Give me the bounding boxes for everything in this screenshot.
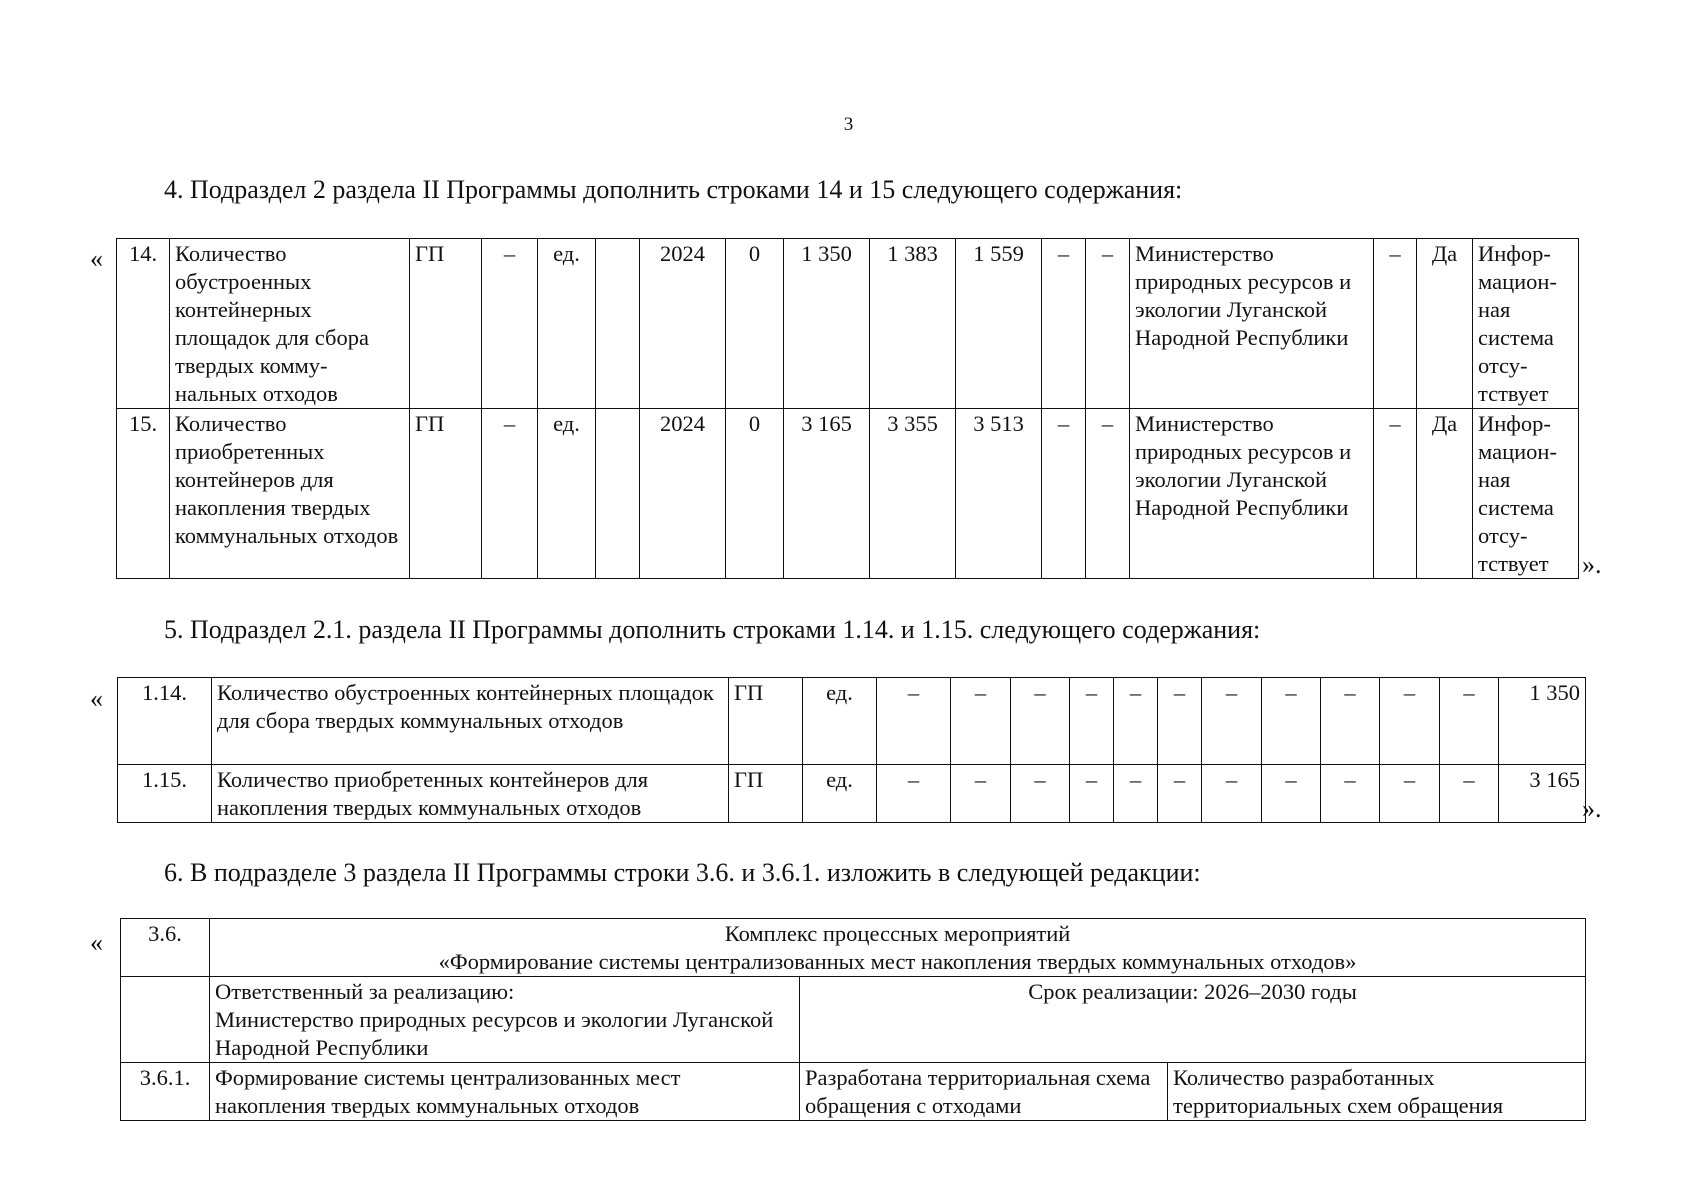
month-value: – xyxy=(1011,765,1070,823)
month-value: – xyxy=(1202,765,1262,823)
row-number: 15. xyxy=(117,409,170,579)
month-value: – xyxy=(1158,765,1202,823)
complex-title-line-1: Комплекс процессных мероприятий xyxy=(724,921,1071,946)
empty-cell xyxy=(596,239,640,409)
responsible-body: Министерство природных ресурсов и экологии Луганской Народной Республики xyxy=(1130,409,1374,579)
month-value: – xyxy=(1321,678,1380,765)
flag-cell: Да xyxy=(1417,409,1473,579)
month-value: – xyxy=(1321,765,1380,823)
base-value: 0 xyxy=(726,409,784,579)
indicator-name: Количество приобретенных контейнеров для накопления твердых коммунальных отходов xyxy=(212,765,729,823)
month-value: – xyxy=(1262,678,1321,765)
section-6-heading: 6. В подразделе 3 раздела II Программы строки 3.6. и 3.6.1. изложить в следующей редакции: xyxy=(164,858,1201,887)
year-total: 1 350 xyxy=(1499,678,1586,765)
complex-title xyxy=(210,919,1586,977)
link-cell: – xyxy=(1374,409,1417,579)
value-5: – xyxy=(1086,409,1130,579)
base-year: 2024 xyxy=(640,239,726,409)
page-number: 3 xyxy=(843,114,854,135)
month-value: – xyxy=(1070,678,1114,765)
implementation-period: Срок реализации: 2026–2030 годы xyxy=(800,977,1586,1063)
unit: ед. xyxy=(803,678,877,765)
section-6-row-responsible xyxy=(121,977,1586,1063)
month-value: – xyxy=(877,765,951,823)
section-5-quote-close: ». xyxy=(1582,794,1602,823)
base-year: 2024 xyxy=(640,409,726,579)
unit: ед. xyxy=(538,409,596,579)
empty-cell xyxy=(121,977,210,1063)
section-5-heading: 5. Подраздел 2.1. раздела II Программы дополнить строками 1.14. и 1.15. следующего содержания: xyxy=(164,615,1261,644)
section-4-row-15 xyxy=(117,409,1579,579)
unit: ед. xyxy=(803,765,877,823)
month-value: – xyxy=(1158,678,1202,765)
link-cell: – xyxy=(1374,239,1417,409)
value-3: 1 559 xyxy=(956,239,1042,409)
row-number: 14. xyxy=(117,239,170,409)
section-4-row-14 xyxy=(117,239,1579,409)
value-1: 1 350 xyxy=(784,239,870,409)
indicator-attribute: – xyxy=(482,409,538,579)
section-5-row-1-14 xyxy=(118,678,1586,765)
month-value: – xyxy=(1011,678,1070,765)
month-value: – xyxy=(1380,678,1440,765)
responsible-label: Ответственный за реализацию: xyxy=(215,979,515,1004)
row-number: 1.15. xyxy=(118,765,212,823)
indicator-name: Количество приобретенных контейнеров для накопления твердых коммунальных отходов xyxy=(170,409,410,579)
month-value: – xyxy=(1114,765,1158,823)
month-value: – xyxy=(1380,765,1440,823)
month-value: – xyxy=(877,678,951,765)
value-3: 3 513 xyxy=(956,409,1042,579)
section-5-table xyxy=(117,677,1586,823)
month-value: – xyxy=(1202,678,1262,765)
row-number: 3.6.1. xyxy=(121,1063,210,1121)
year-total: 3 165 xyxy=(1499,765,1586,823)
value-5: – xyxy=(1086,239,1130,409)
indicator-level: ГП xyxy=(410,239,482,409)
complex-title-line-2: «Формирование системы централизованных мест накопления твердых коммунальных отходов» xyxy=(438,949,1357,974)
indicator-level: ГП xyxy=(729,678,803,765)
section-6-row-3-6 xyxy=(121,919,1586,977)
section-4-quote-close: ». xyxy=(1582,550,1602,579)
expected-result: Разработана территориальная схема обращения с отходами xyxy=(800,1063,1168,1121)
section-6-quote-open: « xyxy=(90,928,103,957)
section-6-row-3-6-1 xyxy=(121,1063,1586,1121)
indicator-level: ГП xyxy=(410,409,482,579)
task-name: Формирование системы централизованных мест накопления твердых коммунальных отходов xyxy=(210,1063,800,1121)
month-value: – xyxy=(951,678,1011,765)
indicator-name: Количество обустроенных контейнерных площадок для сбора твердых комму-нальных отходов xyxy=(170,239,410,409)
row-number: 1.14. xyxy=(118,678,212,765)
section-5-quote-open: « xyxy=(90,684,103,713)
indicator-level: ГП xyxy=(729,765,803,823)
section-4-table xyxy=(116,238,1579,579)
month-value: – xyxy=(1440,678,1499,765)
section-4-quote-open: « xyxy=(90,244,103,273)
result-indicator: Количество разработанных территориальных схем обращения xyxy=(1168,1063,1586,1121)
month-value: – xyxy=(1262,765,1321,823)
value-2: 3 355 xyxy=(870,409,956,579)
info-system: Инфор-мацион-ная система отсу-тствует xyxy=(1473,239,1579,409)
responsible-value: Министерство природных ресурсов и экологии Луганской Народной Республики xyxy=(215,1007,774,1060)
empty-cell xyxy=(596,409,640,579)
value-2: 1 383 xyxy=(870,239,956,409)
value-4: – xyxy=(1042,409,1086,579)
section-5-row-1-15 xyxy=(118,765,1586,823)
row-number: 3.6. xyxy=(121,919,210,977)
section-4-heading: 4. Подраздел 2 раздела II Программы дополнить строками 14 и 15 следующего содержания: xyxy=(164,175,1183,204)
value-4: – xyxy=(1042,239,1086,409)
flag-cell: Да xyxy=(1417,239,1473,409)
value-1: 3 165 xyxy=(784,409,870,579)
month-value: – xyxy=(951,765,1011,823)
section-6-table xyxy=(120,918,1586,1121)
base-value: 0 xyxy=(726,239,784,409)
responsible-cell xyxy=(210,977,800,1063)
indicator-attribute: – xyxy=(482,239,538,409)
month-value: – xyxy=(1070,765,1114,823)
indicator-name: Количество обустроенных контейнерных площадок для сбора твердых коммунальных отходов xyxy=(212,678,729,765)
unit: ед. xyxy=(538,239,596,409)
responsible-body: Министерство природных ресурсов и экологии Луганской Народной Республики xyxy=(1130,239,1374,409)
info-system: Инфор-мацион-ная система отсу-тствует xyxy=(1473,409,1579,579)
month-value: – xyxy=(1114,678,1158,765)
month-value: – xyxy=(1440,765,1499,823)
